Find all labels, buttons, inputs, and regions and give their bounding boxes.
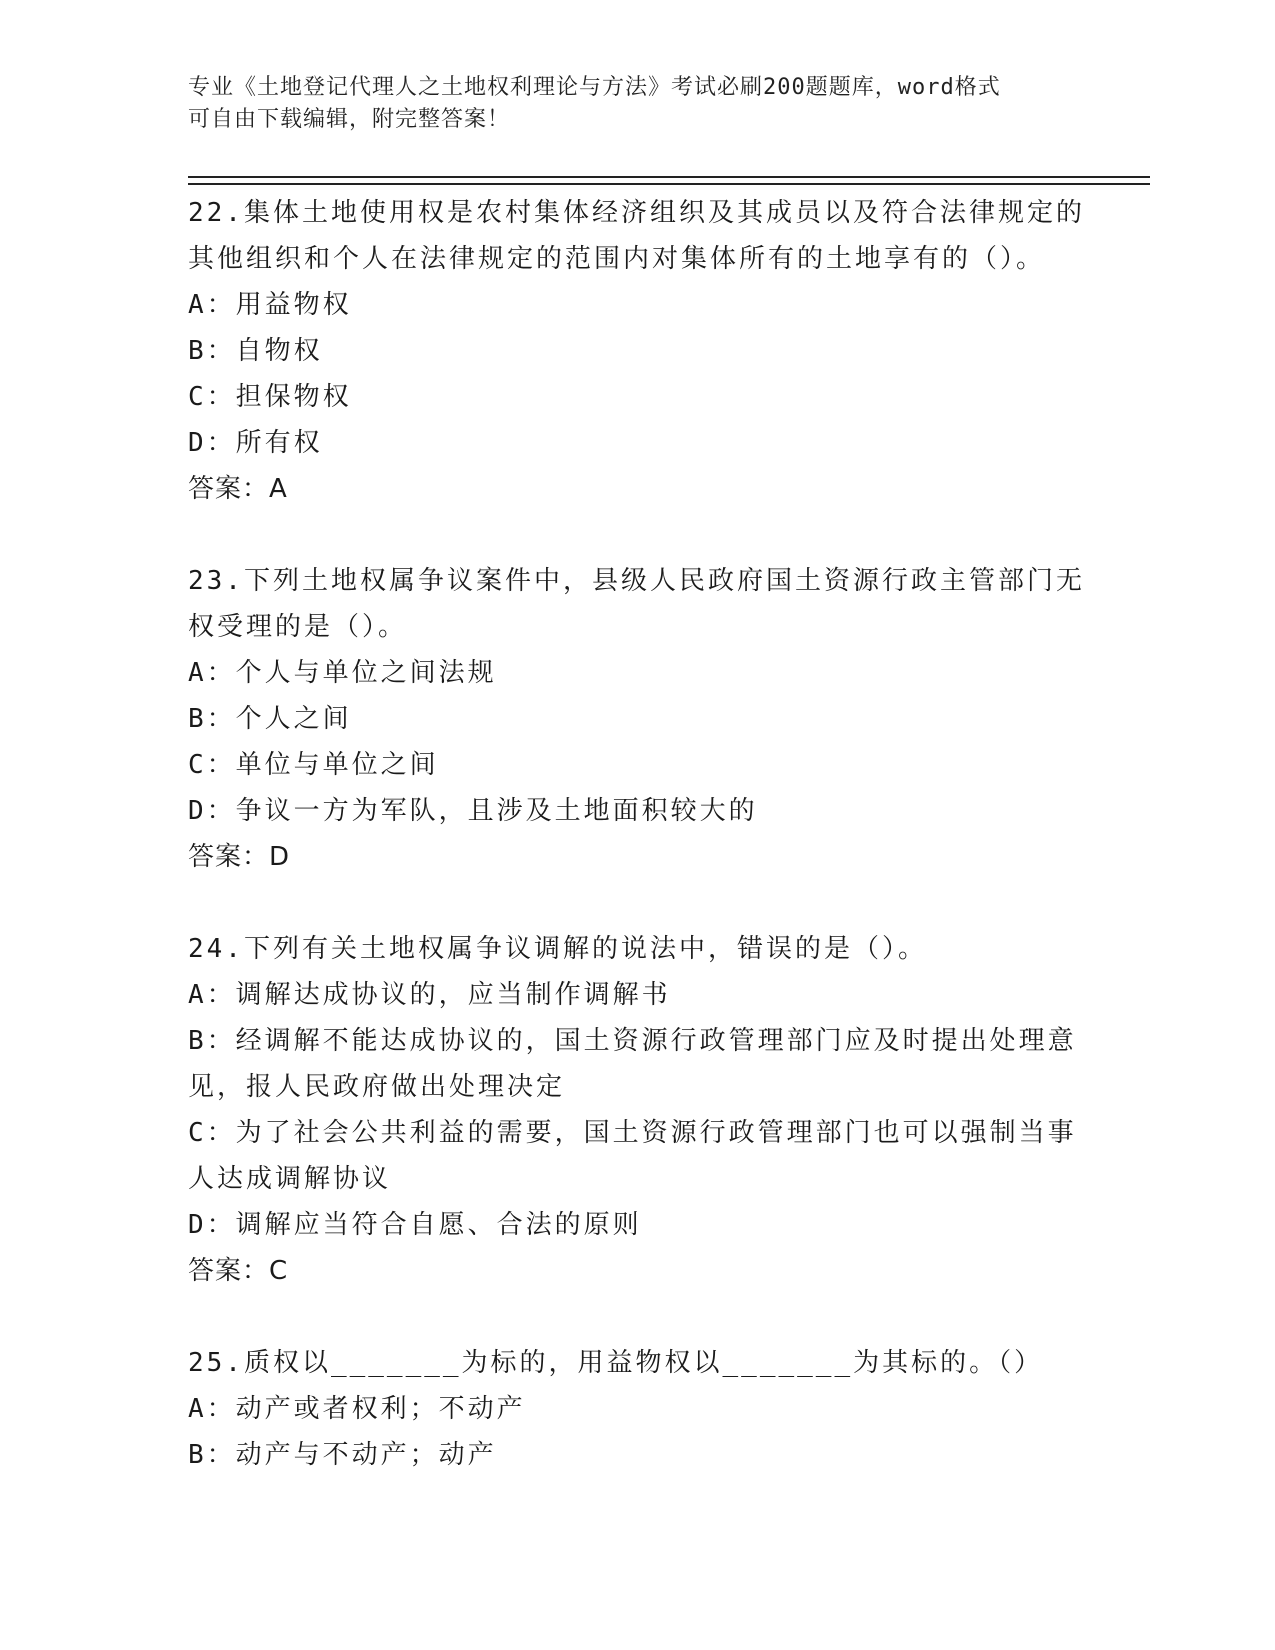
document-header [188,72,1088,136]
option-c: C：单位与单位之间 [188,750,439,780]
question-stem-line: 24.下列有关土地权属争议调解的说法中，错误的是（）。 [188,934,927,964]
question-stem-line: 权受理的是（）。 [188,612,408,642]
question-stem-line: 25.质权以_______为标的，用益物权以_______为其标的。（） [188,1348,1044,1378]
header-divider-top [188,176,1150,178]
option-c: C：为了社会公共利益的需要，国土资源行政管理部门也可以强制当事 [188,1118,1077,1148]
option-b: B：动产与不动产；动产 [188,1440,497,1470]
option-b: B：经调解不能达成协议的，国土资源行政管理部门应及时提出处理意 [188,1026,1077,1056]
question-25 [188,1340,1088,1478]
question-stem-line: 23.下列土地权属争议案件中，县级人民政府国土资源行政主管部门无 [188,566,1085,596]
option-d: D：争议一方为军队，且涉及土地面积较大的 [188,796,758,826]
option-c-continued: 人达成调解协议 [188,1164,392,1194]
option-b-continued: 见，报人民政府做出处理决定 [188,1072,566,1102]
answer: 答案：C [188,1256,289,1286]
answer: 答案：A [188,474,288,504]
question-23 [188,558,1088,880]
option-d: D：调解应当符合自愿、合法的原则 [188,1210,642,1240]
option-a: A：调解达成协议的，应当制作调解书 [188,980,671,1010]
option-a: A：用益物权 [188,290,352,320]
question-24 [188,926,1088,1294]
question-stem-line: 其他组织和个人在法律规定的范围内对集体所有的土地享有的（）。 [188,244,1046,274]
answer: 答案：D [188,842,291,872]
header-divider-bottom [188,183,1150,185]
question-stem-line: 22.集体土地使用权是农村集体经济组织及其成员以及符合法律规定的 [188,198,1085,228]
header-line-1: 专业《土地登记代理人之土地权利理论与方法》考试必刷200题题库，word格式 [188,75,1001,100]
question-list [188,190,1088,1478]
option-c: C：担保物权 [188,382,352,412]
option-a: A：动产或者权利；不动产 [188,1394,526,1424]
option-a: A：个人与单位之间法规 [188,658,497,688]
header-line-2: 可自由下载编辑，附完整答案！ [188,107,511,132]
option-b: B：自物权 [188,336,323,366]
option-b: B：个人之间 [188,704,352,734]
question-22 [188,190,1088,512]
option-d: D：所有权 [188,428,323,458]
